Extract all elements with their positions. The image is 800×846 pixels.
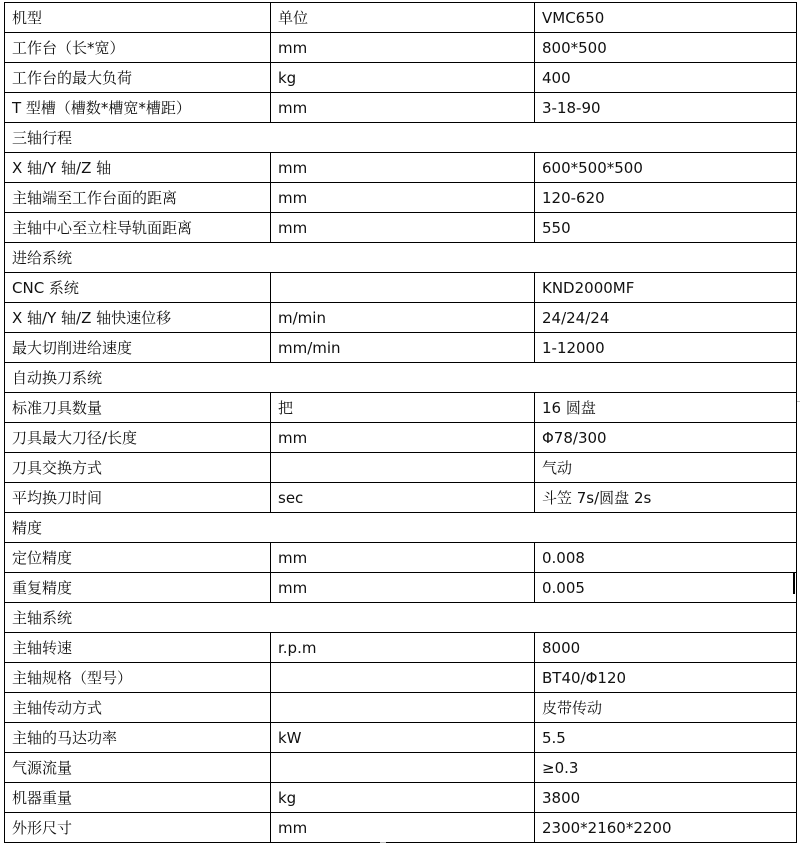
spec-name-cell: X 轴/Y 轴/Z 轴 [5,153,271,183]
spec-value-cell: 0.008 [535,543,797,573]
table-row [5,423,797,453]
table-row [5,453,797,483]
spec-name-cell: 主轴传动方式 [5,693,271,723]
spec-value-cell: 2300*2160*2200 [535,813,797,843]
section-header-row [5,603,797,633]
spec-name-cell: 工作台（长*宽） [5,33,271,63]
spec-unit-cell: mm/min [271,333,535,363]
spec-name-cell: 机型 [5,3,271,33]
spec-value-cell: Φ78/300 [535,423,797,453]
text-cursor [793,572,795,594]
spec-name-cell: 定位精度 [5,543,271,573]
spec-unit-cell: mm [271,423,535,453]
spec-name-cell: 主轴的马达功率 [5,723,271,753]
spec-unit-cell: mm [271,93,535,123]
spec-value-cell: 1-12000 [535,333,797,363]
table-row [5,813,797,843]
table-row [5,393,797,423]
spec-unit-cell: mm [271,813,535,843]
spec-value-cell: 600*500*500 [535,153,797,183]
section-title: 主轴系统 [5,603,797,633]
table-row [5,273,797,303]
spec-unit-cell: m/min [271,303,535,333]
spec-table [4,2,797,843]
spec-unit-cell: 把 [271,393,535,423]
spec-unit-cell: kg [271,63,535,93]
spec-name-cell: 主轴规格（型号） [5,663,271,693]
section-title: 精度 [5,513,797,543]
table-row [5,633,797,663]
spec-value-cell: 5.5 [535,723,797,753]
spec-unit-cell [271,663,535,693]
spec-value-cell: 斗笠 7s/圆盘 2s [535,483,797,513]
spec-name-cell: 气源流量 [5,753,271,783]
spec-value-cell: 0.005 [535,573,797,603]
spec-name-cell: 工作台的最大负荷 [5,63,271,93]
spec-unit-cell: kW [271,723,535,753]
spec-unit-cell: sec [271,483,535,513]
spec-name-cell: 平均换刀时间 [5,483,271,513]
table-row [5,783,797,813]
spec-unit-cell: mm [271,543,535,573]
spec-unit-cell: mm [271,153,535,183]
spec-value-cell: 3-18-90 [535,93,797,123]
table-row [5,333,797,363]
spec-value-cell: VMC650 [535,3,797,33]
spec-value-cell: 气动 [535,453,797,483]
spec-value-cell: 800*500 [535,33,797,63]
table-row [5,723,797,753]
edge-mark [380,842,386,843]
spec-unit-cell [271,453,535,483]
section-header-row [5,123,797,153]
spec-value-cell: 16 圆盘 [535,393,797,423]
table-row [5,753,797,783]
spec-unit-cell [271,693,535,723]
table-row [5,663,797,693]
spec-name-cell: 机器重量 [5,783,271,813]
table-row [5,3,797,33]
spec-name-cell: 标准刀具数量 [5,393,271,423]
spec-name-cell: 刀具交换方式 [5,453,271,483]
spec-value-cell: BT40/Φ120 [535,663,797,693]
spec-unit-cell: 单位 [271,3,535,33]
section-header-row [5,243,797,273]
spec-unit-cell: mm [271,213,535,243]
spec-unit-cell [271,273,535,303]
spec-unit-cell: mm [271,33,535,63]
table-row [5,573,797,603]
table-row [5,153,797,183]
spec-value-cell: KND2000MF [535,273,797,303]
spec-value-cell: 24/24/24 [535,303,797,333]
spec-table-body [5,3,797,843]
spec-name-cell: 重复精度 [5,573,271,603]
spec-value-cell: 8000 [535,633,797,663]
spec-name-cell: CNC 系统 [5,273,271,303]
spec-name-cell: 主轴转速 [5,633,271,663]
table-row [5,63,797,93]
spec-name-cell: 刀具最大刀径/长度 [5,423,271,453]
spec-name-cell: 主轴中心至立柱导轨面距离 [5,213,271,243]
table-row [5,303,797,333]
table-row [5,543,797,573]
section-header-row [5,363,797,393]
section-title: 自动换刀系统 [5,363,797,393]
spec-unit-cell: r.p.m [271,633,535,663]
spec-unit-cell: mm [271,573,535,603]
spec-name-cell: 外形尺寸 [5,813,271,843]
table-row [5,213,797,243]
spec-value-cell: 皮带传动 [535,693,797,723]
section-header-row [5,513,797,543]
table-row [5,33,797,63]
spec-value-cell: 120-620 [535,183,797,213]
spec-unit-cell: kg [271,783,535,813]
table-row [5,93,797,123]
section-title: 三轴行程 [5,123,797,153]
spec-unit-cell [271,753,535,783]
spec-name-cell: T 型槽（槽数*槽宽*槽距） [5,93,271,123]
spec-value-cell: 3800 [535,783,797,813]
table-row [5,693,797,723]
spec-name-cell: 主轴端至工作台面的距离 [5,183,271,213]
spec-value-cell: 550 [535,213,797,243]
spec-name-cell: X 轴/Y 轴/Z 轴快速位移 [5,303,271,333]
spec-value-cell: 400 [535,63,797,93]
table-row [5,183,797,213]
spec-value-cell: ≥0.3 [535,753,797,783]
table-row [5,483,797,513]
spec-unit-cell: mm [271,183,535,213]
spec-name-cell: 最大切削进给速度 [5,333,271,363]
section-title: 进给系统 [5,243,797,273]
